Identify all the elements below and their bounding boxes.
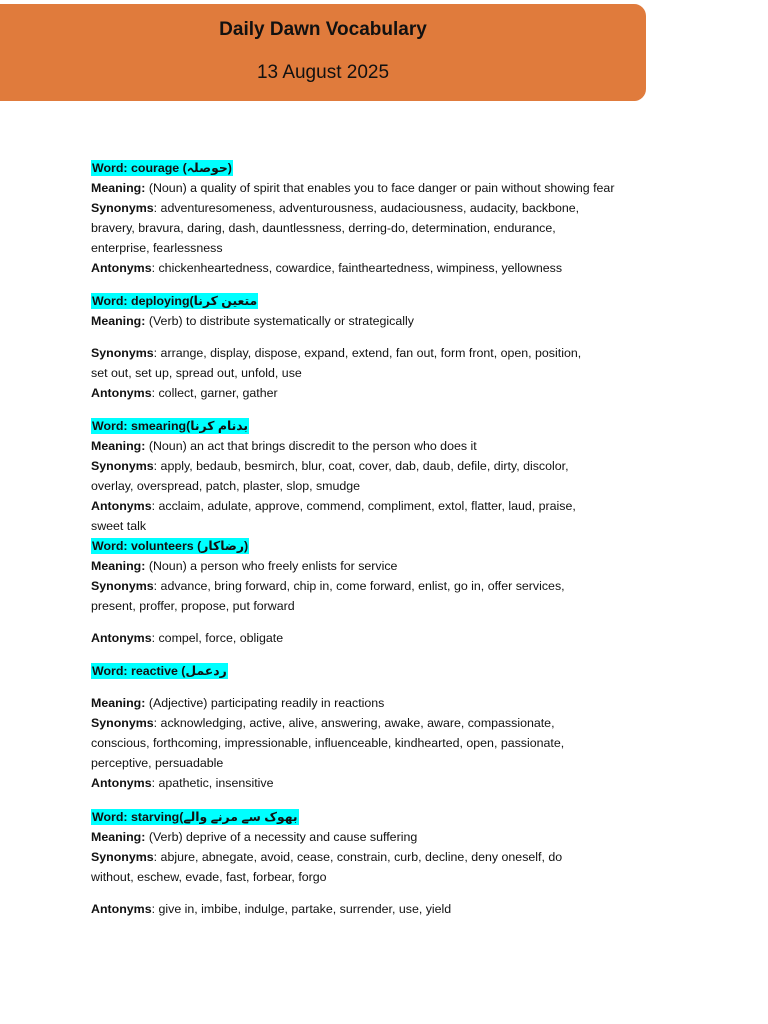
- synonyms-label: Synonyms: [91, 201, 154, 215]
- entry-word: Word: deploying(متعین کرنا: [92, 294, 258, 308]
- meaning-label: Meaning:: [91, 181, 146, 195]
- entry-antonyms-line: : chickenheartedness, cowardice, faintheartedness, wimpiness, yellowness: [151, 261, 563, 275]
- entry-antonyms-line: sweet talk: [91, 519, 147, 533]
- meaning-label: Meaning:: [91, 439, 146, 453]
- antonyms-label: Antonyms: [91, 902, 152, 916]
- entry-synonyms-line: : adventuresomeness, adventurousness, audaciousness, audacity, backbone,: [153, 201, 580, 215]
- entry-synonyms-line: : apply, bedaub, besmirch, blur, coat, cover, dab, daub, defile, dirty, discolor,: [153, 459, 569, 473]
- entry-word: Word: reactive (ردعمل: [92, 664, 227, 678]
- synonyms-label: Synonyms: [91, 716, 154, 730]
- entry-word: Word: courage (حوصلہ): [92, 161, 232, 175]
- entry-word: Word: volunteers (رضاکار): [92, 539, 249, 553]
- entry-synonyms-line: : arrange, display, dispose, expand, extend, fan out, form front, open, position,: [153, 346, 582, 360]
- entry-synonyms-line: enterprise, fearlessness: [91, 241, 223, 255]
- entry-synonyms-line: : acknowledging, active, alive, answering, awake, aware, compassionate,: [153, 716, 555, 730]
- entry-synonyms-line: set out, set up, spread out, unfold, use: [91, 366, 302, 380]
- entry-antonyms-line: : collect, garner, gather: [151, 386, 278, 400]
- meaning-label: Meaning:: [91, 830, 146, 844]
- spacer: [91, 331, 651, 343]
- entry-synonyms-line: bravery, bravura, daring, dash, dauntlessness, derring-do, determination, endurance,: [91, 221, 556, 235]
- entry-meaning: (Noun) a person who freely enlists for service: [148, 559, 398, 573]
- entry-synonyms-line: conscious, forthcoming, impressionable, influenceable, kindhearted, open, passionate,: [91, 736, 565, 750]
- antonyms-label: Antonyms: [91, 386, 152, 400]
- entry-synonyms-line: : advance, bring forward, chip in, come forward, enlist, go in, offer services,: [153, 579, 565, 593]
- header-banner: [0, 4, 646, 101]
- synonyms-label: Synonyms: [91, 579, 154, 593]
- synonyms-label: Synonyms: [91, 850, 154, 864]
- vocab-entry-courage: [91, 158, 651, 278]
- antonyms-label: Antonyms: [91, 631, 152, 645]
- meaning-label: Meaning:: [91, 314, 146, 328]
- entry-meaning: (Verb) to distribute systematically or strategically: [148, 314, 414, 328]
- vocab-entry-deploying: [91, 291, 651, 403]
- meaning-label: Meaning:: [91, 559, 146, 573]
- vocab-entry-starving: [91, 807, 651, 919]
- entry-meaning: (Verb) deprive of a necessity and cause suffering: [148, 830, 418, 844]
- vocab-entry-smearing: [91, 416, 651, 536]
- page-title: Daily Dawn Vocabulary: [219, 19, 427, 40]
- entry-antonyms-line: : apathetic, insensitive: [151, 776, 274, 790]
- entry-word: Word: smearing(بدنام کرنا: [92, 419, 249, 433]
- meaning-label: Meaning:: [91, 696, 146, 710]
- antonyms-label: Antonyms: [91, 499, 152, 513]
- entry-antonyms-line: : give in, imbibe, indulge, partake, surrender, use, yield: [151, 902, 452, 916]
- vocab-entry-reactive: [91, 661, 651, 793]
- synonyms-label: Synonyms: [91, 346, 154, 360]
- entry-antonyms-line: : compel, force, obligate: [151, 631, 284, 645]
- vocab-entry-volunteers: [91, 536, 651, 648]
- synonyms-label: Synonyms: [91, 459, 154, 473]
- entry-antonyms-line: : acclaim, adulate, approve, commend, compliment, extol, flatter, laud, praise,: [151, 499, 576, 513]
- entry-synonyms-line: : abjure, abnegate, avoid, cease, constrain, curb, decline, deny oneself, do: [153, 850, 563, 864]
- antonyms-label: Antonyms: [91, 261, 152, 275]
- spacer: [91, 681, 651, 693]
- antonyms-label: Antonyms: [91, 776, 152, 790]
- entry-synonyms-line: present, proffer, propose, put forward: [91, 599, 295, 613]
- entry-meaning: (Noun) a quality of spirit that enables you to face danger or pain without showing fear: [148, 181, 615, 195]
- page-date: 13 August 2025: [256, 62, 390, 83]
- entry-meaning: (Adjective) participating readily in reactions: [148, 696, 385, 710]
- entry-synonyms-line: without, eschew, evade, fast, forbear, forgo: [91, 870, 327, 884]
- entry-synonyms-line: overlay, overspread, patch, plaster, slop, smudge: [91, 479, 361, 493]
- spacer: [91, 887, 651, 899]
- entry-word: Word: starving(بھوک سے مرنے والے: [92, 810, 298, 824]
- entry-meaning: (Noun) an act that brings discredit to the person who does it: [148, 439, 477, 453]
- spacer: [91, 616, 651, 628]
- entry-synonyms-line: perceptive, persuadable: [91, 756, 224, 770]
